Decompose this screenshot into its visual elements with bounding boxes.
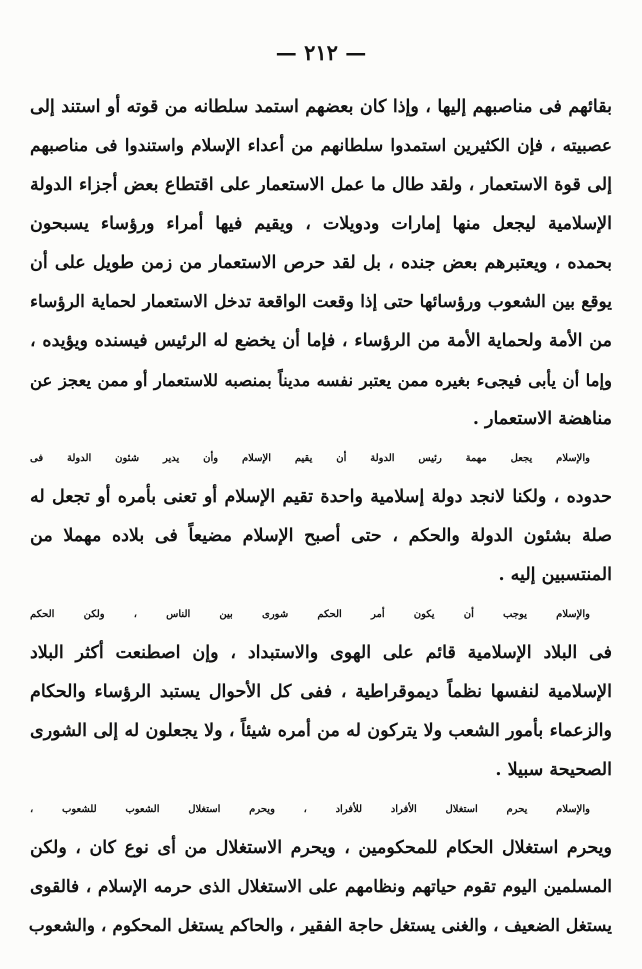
text-line: والإسلام يجعل مهمة رئيس الدولة أن يقيم الإسلام وأن يدير شئون الدولة فى bbox=[30, 453, 590, 464]
text-line: من الأمة ولحماية الأمة من الرؤساء ، فإما أن يخضع له الرئيس فيسنده ويؤيده ، bbox=[30, 331, 612, 351]
text-line: حدوده ، ولكنا لانجد دولة إسلامية واحدة تقيم الإسلام أو تعنى بأمره أو تجعل له bbox=[30, 487, 612, 507]
paragraph-colonialism bbox=[30, 88, 612, 439]
text-line: يستغل الضعيف ، والغنى يستغل حاجة الفقير ، والحاكم يستغل المحكوم ، والشعوب bbox=[28, 916, 612, 936]
text-line: والإسلام يحرم استغلال الأفراد للأفراد ، ويحرم استغلال الشعوب للشعوب ، bbox=[30, 804, 590, 815]
text-line: صلة بشئون الدولة والحكم ، حتى أصبح الإسلام مضيعاً فى بلاده مهملا من bbox=[30, 526, 612, 546]
text-line: بحمده ، ويعتبرهم بعض جنده ، بل لقد حرص الاستعمار من زمن طويل على أن bbox=[30, 253, 612, 273]
text-line: يوقع بين الشعوب ورؤسائها حتى إذا وقعت الواقعة تدخل الاستعمار لحماية الرؤساء bbox=[30, 292, 612, 312]
paragraph-shura bbox=[30, 595, 612, 790]
text-line: والإسلام يوجب أن يكون أمر الحكم شورى بين الناس ، ولكن الحكم bbox=[30, 609, 590, 620]
text-line: مناهضة الاستعمار . bbox=[472, 409, 612, 429]
text-line: المنتسبين إليه . bbox=[498, 565, 612, 585]
text-line: الصحيحة سبيلا . bbox=[495, 760, 612, 780]
text-line: إلى قوة الاستعمار ، ولقد طال ما عمل الاستعمار على اقتطاع بعض أجزاء الدولة bbox=[30, 175, 612, 195]
text-line: الإسلامية لنفسها نظماً ديموقراطية ، ففى كل الأحوال يستبد الرؤساء والحكام bbox=[30, 682, 612, 702]
text-line: بقائهم فى مناصبهم إليها ، وإذا كان بعضهم استمد سلطانه من قوته أو استند إلى bbox=[30, 97, 612, 117]
text-line: ويحرم استغلال الحكام للمحكومين ، ويحرم الاستغلال من أى نوع كان ، ولكن bbox=[30, 838, 612, 858]
text-line: وإما أن يأبى فيجىء بغيره ممن يعتبر نفسه مديناً بمنصبه للاستعمار أو ممن يعجز عن bbox=[30, 371, 612, 390]
text-line: والزعماء بأمور الشعب ولا يتركون له من أمره شيئاً ، ولا يجعلون له إلى الشورى bbox=[30, 721, 612, 741]
text-line: المسلمين اليوم تقوم حياتهم ونظامهم على الاستغلال الذى حرمه الإسلام ، فالقوى bbox=[30, 877, 612, 897]
paragraph-exploitation bbox=[30, 790, 612, 946]
text-line: الإسلامية ليجعل منها إمارات ودويلات ، ويقيم فيها أمراء ورؤساء يسبحون bbox=[30, 214, 612, 234]
paragraph-head-of-state bbox=[30, 439, 612, 595]
text-line: فى البلاد الإسلامية قائم على الهوى والاستبداد ، وإن اصطنعت أكثر البلاد bbox=[30, 643, 612, 663]
page-number: — ٢١٢ — bbox=[275, 40, 367, 65]
text-line: عصبيته ، فإن الكثيرين استمدوا سلطانهم من أعداء الإسلام واستندوا فى مناصبهم bbox=[30, 136, 612, 156]
